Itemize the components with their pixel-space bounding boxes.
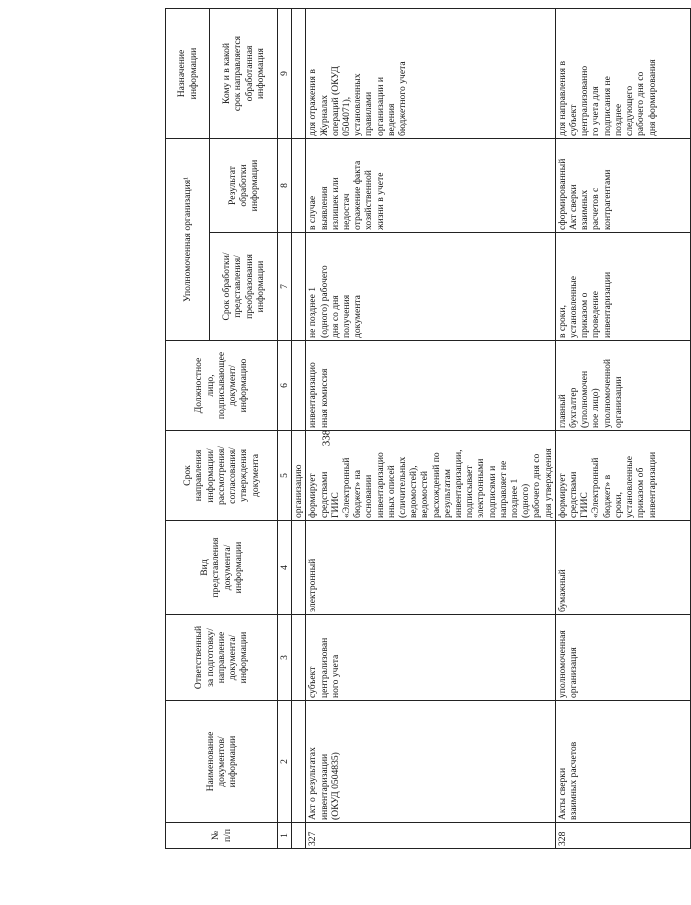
row-purpose: для направления в субъект централизованно го учета для подписания не позднее следующего рабочего дня со дня формирования (555, 9, 690, 139)
header-responsible: Ответственный за подготовку/ направление документа/ информации (166, 615, 278, 701)
header-type: Вид представления документа/ информации (166, 521, 278, 615)
row-name: Акт о результатах инвентаризации (ОКУД 0504835) (306, 701, 555, 823)
row-responsible: уполномоченная организация (555, 615, 690, 701)
col-number: 6 (278, 341, 292, 431)
row-processing: в сроки, установленные приказом о проведение инвентаризации (555, 233, 690, 341)
table-row (555, 9, 690, 849)
page-number: 338 (320, 429, 333, 447)
row-deadline: формирует средствами ГИИС «Электронный бюджет» на основании инвентаризацио нных описей (сличительных ведомостей), ведомостей расхождений по результатам инвентаризации, подписывает электронными подписями и направляет не позднее 1 (одного) рабочего дня со дня утверждения (306, 431, 555, 521)
row-processing: не позднее 1 (одного) рабочего дня со дня получения документа (306, 233, 555, 341)
row-result: сформированный Акт сверки взаимных расчетов с контрагентами (555, 139, 690, 233)
table-row (306, 9, 555, 849)
row-deadline: формирует средствами ГИИС «Электронный бюджет» в сроки, установленные приказом об инвентаризации (555, 431, 690, 521)
header-processing: Срок обработки/ представления/ преобразования информации (210, 233, 278, 341)
col-number: 7 (278, 233, 292, 341)
col-number: 5 (278, 431, 292, 521)
rotated-table-wrapper (165, 9, 658, 849)
header-recipient: Кому и в какой срок направляется обработанная информация (210, 9, 278, 139)
row-num: 328 (555, 823, 690, 849)
row-type: электронный (306, 521, 555, 615)
header-name: Наименование документов/ информации (166, 701, 278, 823)
col-number: 8 (278, 139, 292, 233)
header-group-purpose: Назначение информации (166, 9, 210, 139)
header-result: Результат обработки информации (210, 139, 278, 233)
row-purpose: для отражения в Журналах операций (ОКУД 0504071), установленных правилами организации и ведения бюджетного учета (306, 9, 555, 139)
row-result: в случае выявления излишек или недостач отражение факта хозяйственной жизни в учете (306, 139, 555, 233)
header-signer: Должностное лицо, подписывающее документ/ информацию (166, 341, 278, 431)
document-table (165, 8, 691, 849)
row-signer: инвентаризацио нная комиссия (306, 341, 555, 431)
col-number: 3 (278, 615, 292, 701)
continuation-deadline: организацию (292, 431, 306, 521)
row-type: бумажный (555, 521, 690, 615)
col-number: 9 (278, 9, 292, 139)
col-number: 4 (278, 521, 292, 615)
row-num: 327 (306, 823, 555, 849)
header-num: № п/п (166, 823, 278, 849)
continuation-row (292, 9, 306, 849)
row-signer: главный бухгалтер (уполномочен ное лицо) уполномоченной организации (555, 341, 690, 431)
row-responsible: субъект централизован ного учета (306, 615, 555, 701)
col-number: 1 (278, 823, 292, 849)
header-group-organization: Уполномоченная организация¹ (166, 139, 210, 341)
header-deadline: Срок направления информации/ рассмотрения/ согласования/ утверждения документа (166, 431, 278, 521)
row-name: Акты сверки взаимных расчетов (555, 701, 690, 823)
col-number: 2 (278, 701, 292, 823)
